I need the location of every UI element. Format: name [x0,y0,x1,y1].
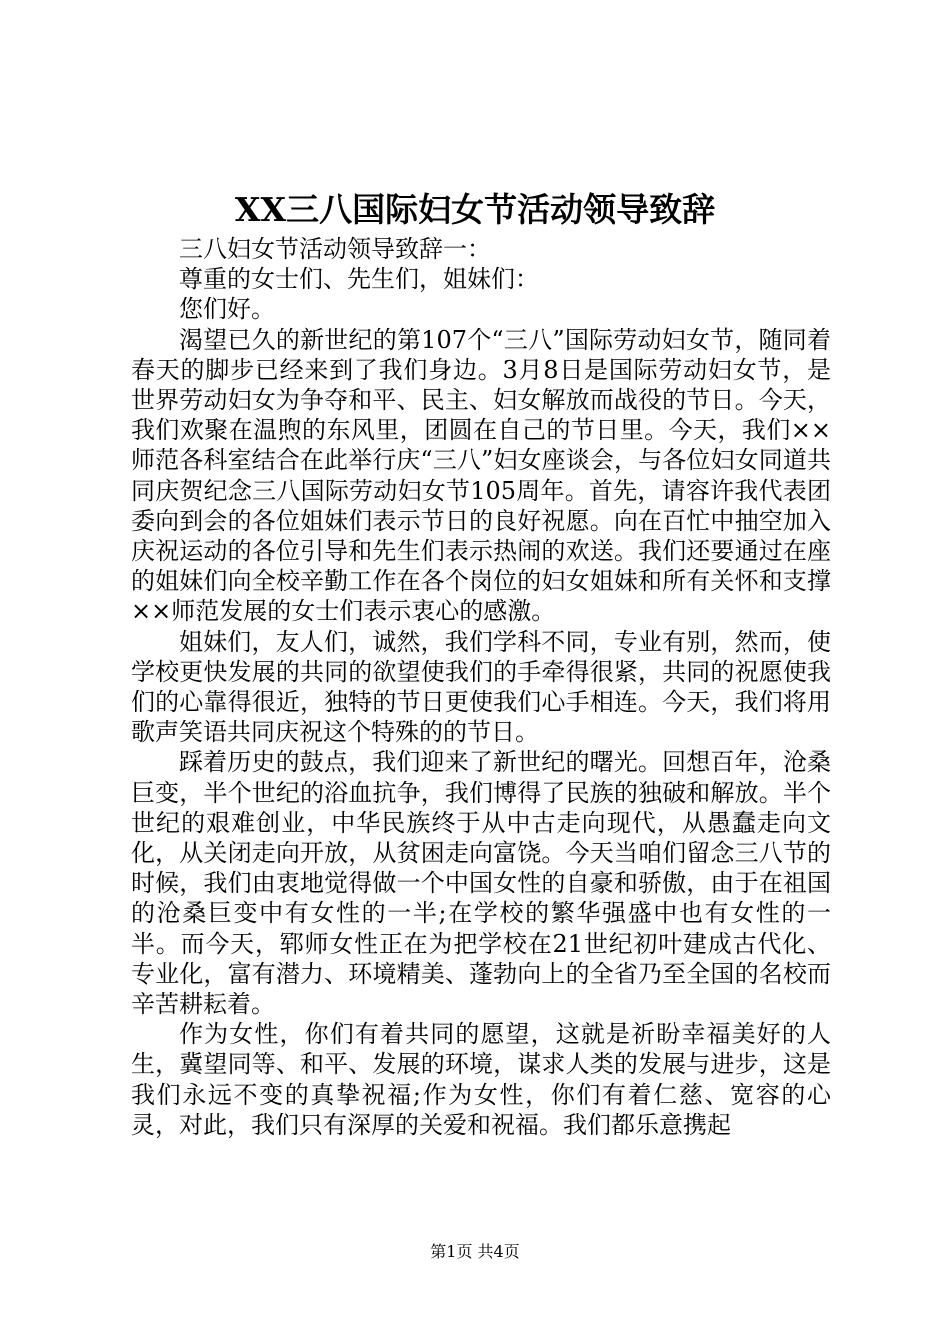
paragraph: 作为女性，你们有着共同的愿望，这就是祈盼幸福美好的人生，冀望同等、和平、发展的环境，谋求人类的发展与进步，这是我们永远不变的真挚祝福;作为女性，你们有着仁慈、宽容的心灵，对此，我们只有深厚的关爱和祝福。我们都乐意携起 [131,1020,831,1139]
paragraph-greeting: 您们好。 [179,295,275,324]
document-title: XX三八国际妇女节活动领导致辞 [234,190,716,229]
paragraph-salutation: 尊重的女士们、先生们，姐妹们： [179,265,539,294]
paragraph: 渴望已久的新世纪的第107个“三八”国际劳动妇女节，随同着春天的脚步已经来到了我们身边。3月8日是国际劳动妇女节，是世界劳动妇女为争夺和平、民主、妇女解放而战役的节日。今天，我们欢聚在温煦的东风里，团圆在自己的节日里。今天，我们××师范各科室结合在此举行庆“三八”妇女座谈会，与各位妇女同道共同庆贺纪念三八国际劳动妇女节105周年。首先，请容许我代表团委向到会的各位姐妹们表示节日的良好祝愿。向在百忙中抽空加入庆祝运动的各位引导和先生们表示热闹的欢送。我们还要通过在座的姐妹们向全校辛勤工作在各个岗位的妇女姐妹和所有关怀和支撑××师范发展的女士们表示衷心的感激。 [131,325,831,626]
paragraph-subheading: 三八妇女节活动领导致辞一： [179,235,491,263]
page-footer: 第1页 共4页 [430,1242,520,1261]
paragraph: 踩着历史的鼓点，我们迎来了新世纪的曙光。回想百年，沧桑巨变，半个世纪的浴血抗争，我们博得了民族的独破和解放。半个世纪的艰难创业，中华民族终于从中古走向现代，从愚蠢走向文化，从关闭走向开放，从贫困走向富饶。今天当咱们留念三八节的时候，我们由衷地觉得做一个中国女性的自豪和骄傲，由于在祖国的沧桑巨变中有女性的一半;在学校的繁华强盛中也有女性的一半。而今天，郓师女性正在为把学校在21世纪初叶建成古代化、专业化，富有潜力、环境精美、蓬勃向上的全省乃至全国的名校而辛苦耕耘着。 [131,748,831,1019]
paragraph: 姐妹们，友人们，诚然，我们学科不同，专业有别，然而，使学校更快发展的共同的欲望使我们的手牵得很紧，共同的祝愿使我们的心靠得很近，独特的节日更使我们心手相连。今天，我们将用歌声笑语共同庆祝这个特殊的的节日。 [131,627,831,747]
document-body [131,234,831,1140]
